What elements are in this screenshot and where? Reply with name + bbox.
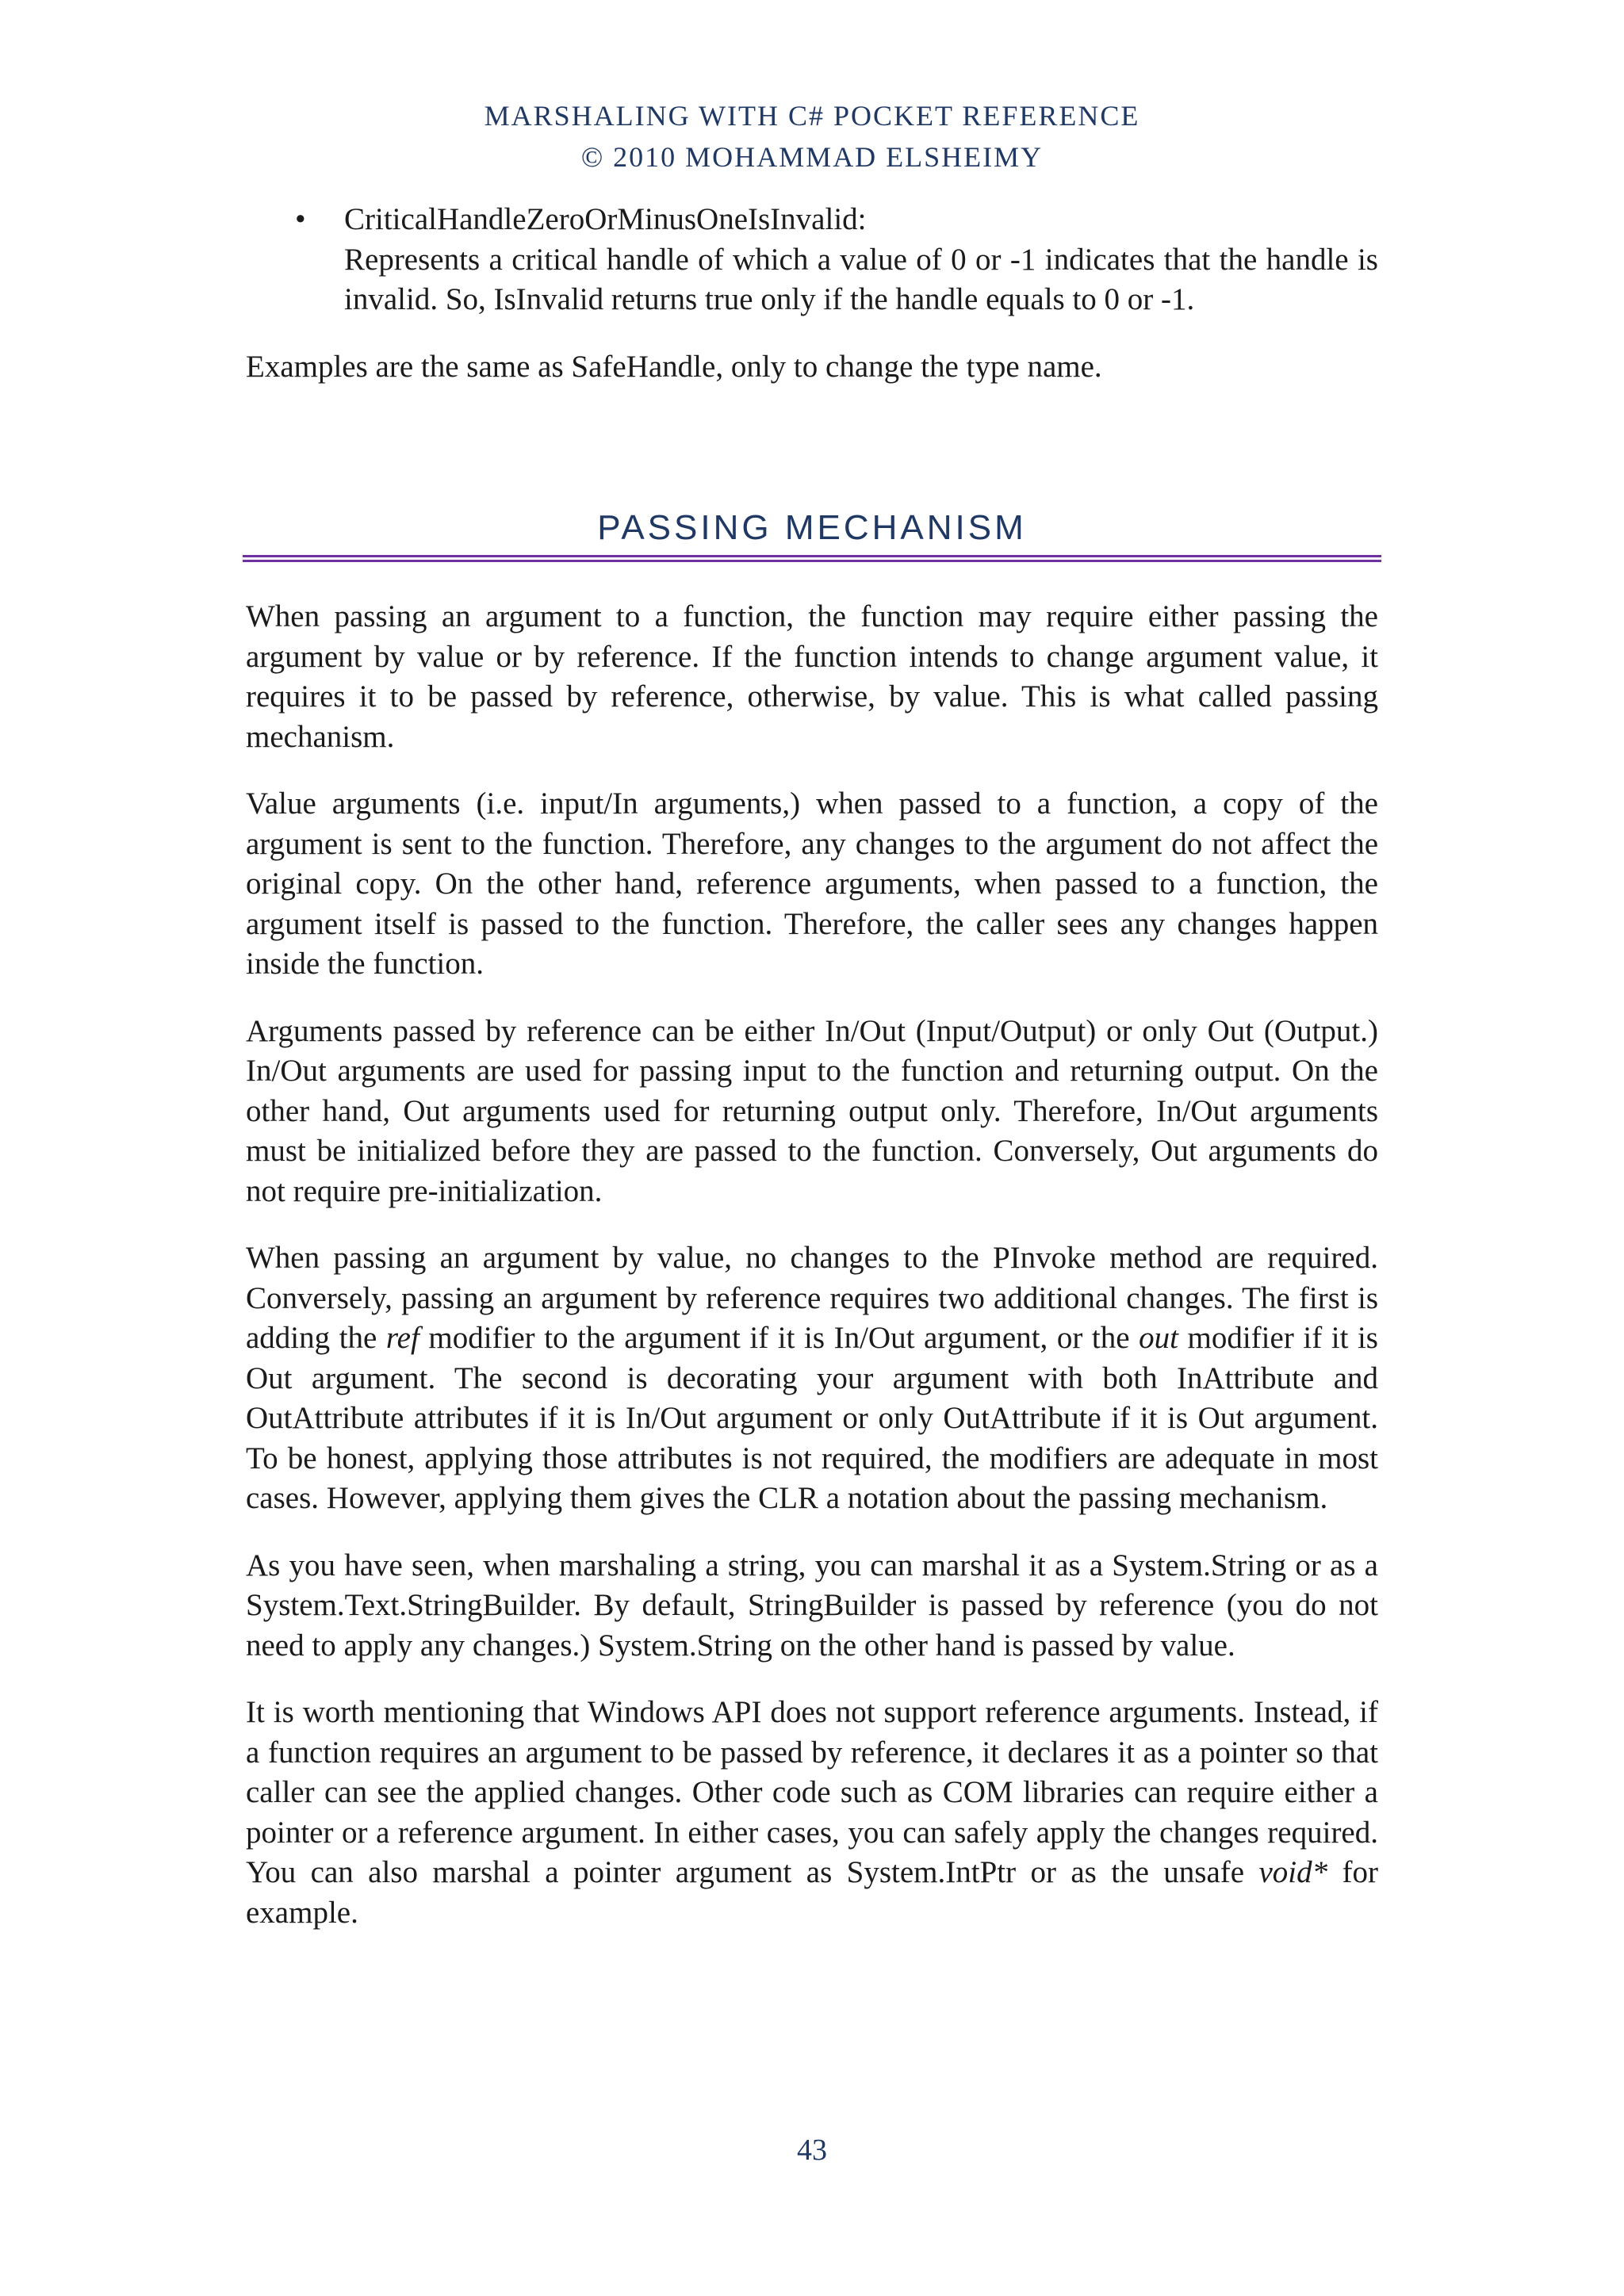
paragraph-4-text-a: When passing an argument by value, no changes to the PInvoke method are required. Conversely, passing an argument by reference requires two additional changes. The first is adding the xyxy=(246,1241,1378,1355)
paragraph-4 xyxy=(246,1238,1378,1519)
header-copyright: © 2010 MOHAMMAD ELSHEIMY xyxy=(580,141,1044,173)
paragraph-4-text-b: modifier to the argument if it is In/Out argument, or the xyxy=(419,1321,1139,1355)
ref-keyword: ref xyxy=(385,1321,419,1355)
void-pointer-keyword: void* xyxy=(1258,1855,1328,1889)
paragraph-2: Value arguments (i.e. input/In arguments,) when passed to a function, a copy of the argument is sent to the function. Therefore, any changes to the argument do not affect the original copy. On the other hand, reference arguments, when passed to a function, the argument itself is passed to the function. Therefore, the caller sees any changes happen inside the function. xyxy=(246,786,1378,981)
section-heading: PASSING MECHANISM xyxy=(597,508,1027,547)
paragraph-6 xyxy=(246,1693,1378,1933)
heading-divider xyxy=(243,555,1381,562)
paragraph-3: Arguments passed by reference can be either In/Out (Input/Output) or only Out (Output.) In/Out arguments are used for passing input to the function and returning output. On the other hand, Out arguments used for returning output only. Therefore, In/Out arguments must be initialized before they are passed to the function. Conversely, Out arguments do not require pre-initialization. xyxy=(246,1013,1378,1208)
paragraph-6-text-a: It is worth mentioning that Windows API does not support reference arguments. Instead, if a function requires an argument to be passed by reference, it declares it as a pointer so that caller can see the applied changes. Other code such as COM libraries can require either a pointer or a reference argument. In either cases, you can safely apply the changes required. You can also marshal a pointer argument as System.IntPtr or as the unsafe xyxy=(246,1695,1378,1889)
page-number: 43 xyxy=(797,2133,827,2167)
examples-note: Examples are the same as SafeHandle, only to change the type name. xyxy=(246,349,1102,384)
bullet-description: Represents a critical handle of which a value of 0 or -1 indicates that the handle is invalid. So, IsInvalid returns true only if the handle equals to 0 or -1. xyxy=(344,242,1378,316)
page-content xyxy=(246,200,1378,1933)
bullet-term: CriticalHandleZeroOrMinusOneIsInvalid: xyxy=(344,202,867,236)
paragraph-6-text-b: for example. xyxy=(246,1855,1378,1930)
paragraph-5: As you have seen, when marshaling a string, you can marshal it as a System.String or as a System.Text.StringBuilder. By default, StringBuilder is passed by reference (you do not need to apply any changes.) System.String on the other hand is passed by value. xyxy=(246,1548,1378,1663)
bullet-item xyxy=(246,200,1378,320)
paragraph-4-text-c: modifier if it is Out argument. The second is decorating your argument with both InAttribute and OutAttribute attributes if it is In/Out argument or only OutAttribute if it is Out argument. To be honest, applying those attributes is not required, the modifiers are adequate in most cases. However, applying them gives the CLR a notation about the passing mechanism. xyxy=(246,1321,1378,1515)
header-title: MARSHALING WITH C# POCKET REFERENCE xyxy=(484,100,1140,132)
out-keyword: out xyxy=(1139,1321,1178,1355)
bullet-icon: • xyxy=(295,202,306,236)
paragraph-1: When passing an argument to a function, the function may require either passing the argument by value or by reference. If the function intends to change argument value, it requires it to be passed by reference, otherwise, by value. This is what called passing mechanism. xyxy=(246,599,1378,754)
running-header xyxy=(0,95,1624,178)
